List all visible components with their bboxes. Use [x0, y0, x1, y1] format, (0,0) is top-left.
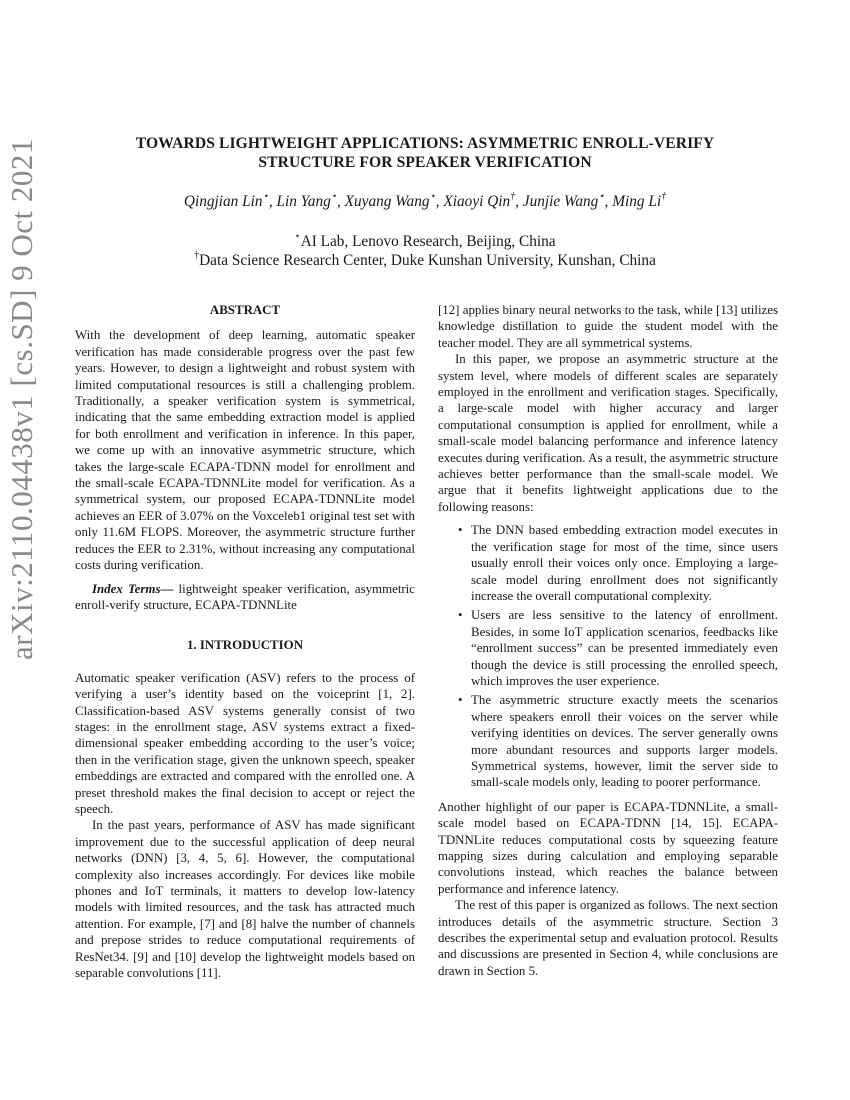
intro-paragraph-2: In the past years, performance of ASV has made significant improvement due to the successful application of deep neural networks (DNN) [3, 4, 5, 6]. However, the computational complexity also increases accordingly. For devices like mobile phones and IoT terminals, it matters to develop low-latency models with limited resources, and the task has attracted much attention. For example, [7] and [8] halve the number of channels and prepose strides to reduce computational requirements of ResNet34. [9] and [10] develop the lightweight models based on separable convolutions [11]. — [75, 818, 415, 981]
author-affiliation-mark: † — [661, 190, 667, 202]
reasons-list — [438, 522, 778, 791]
affiliation-mark-1: ⋆ — [294, 230, 301, 242]
reason-text-1: The DNN based embedding extraction model executes in the verification stage for most of the time, since users usually enroll their voices only once. Employing a large-scale model during enrollment does not significantly increase the overall computational complexity. — [471, 523, 778, 603]
list-item — [438, 607, 778, 689]
author-affiliation-mark: ⋆ — [598, 190, 605, 202]
right-paragraph-3: Another highlight of our paper is ECAPA-TDNNLite, a small-scale model based on ECAPA-TDNN [14, 15]. ECAPA-TDNNLite reduces computational costs by squeezing feature mapping sizes during calculation and employing separable convolutions instead, which reaches the balance between performance and inference latency. — [438, 799, 778, 896]
index-terms — [75, 581, 415, 614]
bullet-icon: • — [458, 608, 463, 623]
author-name: Xuyang Wang — [344, 193, 430, 210]
author-separator: , — [435, 193, 444, 210]
index-terms-text: lightweight speaker verification, asymmetric enroll-verify structure, ECAPA-TDNNLite — [75, 581, 415, 612]
list-item — [438, 522, 778, 604]
author-separator: , — [604, 193, 613, 210]
arxiv-identifier-text: arXiv:2110.04438v1 [cs.SD] 9 Oct 2021 — [4, 138, 39, 660]
bullet-icon: • — [458, 523, 463, 538]
author-separator: , — [268, 193, 277, 210]
author-list — [85, 192, 765, 211]
right-column — [438, 302, 778, 979]
author-affiliation-mark: ⋆ — [330, 190, 338, 202]
author-affiliation-mark: ⋆ — [262, 190, 269, 202]
introduction-heading: 1. INTRODUCTION — [186, 638, 304, 653]
index-terms-label: Index Terms— — [92, 581, 174, 596]
affiliation-mark-2: † — [194, 249, 200, 261]
bullet-icon: • — [458, 693, 463, 708]
reason-text-3: The asymmetric structure exactly meets the scenarios where speakers enroll their voices on the server while verifying identities on devices. The server generally owns more abundant resources and supports larger models. Symmetrical systems, however, limit the server side to small-scale models only, leading to poorer performance. — [471, 693, 778, 790]
reason-text-2: Users are less sensitive to the latency of enrollment. Besides, in some IoT application scenarios, feedbacks like “enrollment success” can be presented immediately even though the device is still processing the enrolled speech, which improves the user experience. — [471, 608, 778, 688]
author-affiliation-mark: ⋆ — [429, 190, 436, 202]
author-separator: , — [515, 193, 523, 210]
intro-paragraph-1: Automatic speaker verification (ASV) refers to the process of verifying a user’s identity based on the voiceprint [1, 2]. Classification-based ASV systems generally consist of two stages: in the enrollment stage, ASV systems extract a fixed-dimensional speaker embedding according to the user’s voice; then in the verification stage, given the unknown speech, speaker embeddings are extracted and compared with the enrolled one. A preset threshold makes the final decision to accept or reject the speech. — [75, 670, 415, 816]
paper-title — [85, 134, 765, 172]
affiliation-duke-kunshan — [85, 251, 765, 270]
abstract-paragraph: With the development of deep learning, automatic speaker verification has made considerable progress over the past few years. However, to design a lightweight and robust system with limited computational resources is still a challenging problem. Traditionally, a speaker verification system is symmetrical, indicating that the same embedding extraction model is applied for both enrollment and verification in inference. In this paper, we come up with an innovative asymmetric structure, which takes the large-scale ECAPA-TDNN model for enrollment and the small-scale ECAPA-TDNNLite model for verification. As a symmetrical system, our proposed ECAPA-TDNNLite model achieves an EER of 3.07% on the Voxceleb1 original test set with only 11.6M FLOPS. Moreover, the asymmetric structure further reduces the EER to 2.31%, without increasing any computational costs during verification. — [75, 328, 415, 573]
right-paragraph-4: The rest of this paper is organized as follows. The next section introduces details of the asymmetric structure. Section 3 describes the experimental setup and evaluation protocol. Results and discussions are presented in Section 4, while conclusions are drawn in Section 5. — [438, 898, 778, 978]
abstract-heading: ABSTRACT — [209, 303, 281, 317]
affiliation-2-text: Data Science Research Center, Duke Kunshan University, Kunshan, China — [199, 252, 656, 269]
list-item — [438, 692, 778, 790]
title-line-2: STRUCTURE FOR SPEAKER VERIFICATION — [258, 154, 592, 171]
author-name: Lin Yang — [276, 193, 331, 210]
author-separator: , — [337, 193, 345, 210]
affiliation-1-text: AI Lab, Lenovo Research, Beijing, China — [300, 233, 556, 250]
title-line-1: TOWARDS LIGHTWEIGHT APPLICATIONS: ASYMMETRIC ENROLL-VERIFY — [135, 135, 715, 152]
right-paragraph-1: [12] applies binary neural networks to the task, while [13] utilizes knowledge distillation to guide the student model with the teacher model. They are all symmetrical systems. — [438, 303, 778, 350]
affiliation-lenovo — [85, 232, 765, 251]
author-name: Ming Li — [612, 193, 662, 210]
left-column — [75, 302, 415, 981]
author-name: Xiaoyi Qin — [443, 193, 511, 210]
affiliations — [85, 232, 765, 270]
right-paragraph-2: In this paper, we propose an asymmetric structure at the system level, where models of different scales are separately employed in the enrollment and verification stages. Specifically, a large-scale model with higher accuracy and larger computational consumption is applied for enrollment, while a small-scale model balancing performance and inference latency executes during verification. As a result, the asymmetric structure achieves better performance than the small-scale model. We argue that it benefits lightweight applications due to the following reasons: — [438, 352, 778, 514]
author-affiliation-mark: † — [510, 190, 516, 202]
author-name: Junjie Wang — [522, 193, 599, 210]
author-name: Qingjian Lin — [183, 193, 263, 210]
